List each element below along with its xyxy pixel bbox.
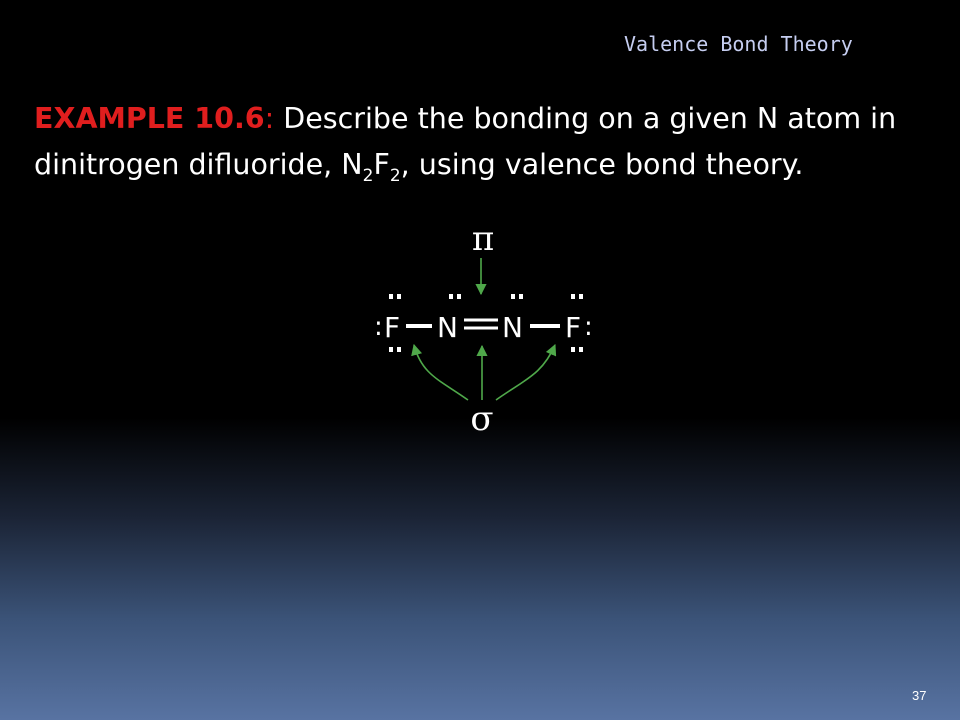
example-separator: :	[264, 102, 275, 135]
pi-label: π	[471, 219, 495, 259]
page-number: 37	[912, 688, 927, 703]
formula-f: F	[373, 148, 390, 181]
sigma-arrow-right	[496, 345, 555, 400]
sigma-arrow-left	[414, 345, 468, 400]
slide-title: Valence Bond Theory	[624, 32, 853, 56]
nitrogen-atom-1: N	[437, 311, 458, 344]
example-text-part2: , using valence bond theory.	[400, 148, 804, 181]
example-label: EXAMPLE 10.6	[34, 102, 265, 135]
right-f-lone-pair: :	[584, 312, 593, 342]
nitrogen-atom-2: N	[502, 311, 523, 344]
left-f-lone-pair: :	[374, 312, 383, 342]
formula-n: N	[341, 148, 363, 181]
example-text-part1: Describe the bonding on a given N atom in dinitrogen difluoride,	[34, 102, 897, 181]
formula-f-subscript: 2	[389, 166, 401, 186]
sigma-label: σ	[470, 399, 494, 439]
formula-n-subscript: 2	[362, 166, 374, 186]
left-fluorine-atom: F	[384, 311, 401, 344]
lone-pairs-top	[389, 294, 583, 299]
right-fluorine-atom: F	[565, 311, 582, 344]
